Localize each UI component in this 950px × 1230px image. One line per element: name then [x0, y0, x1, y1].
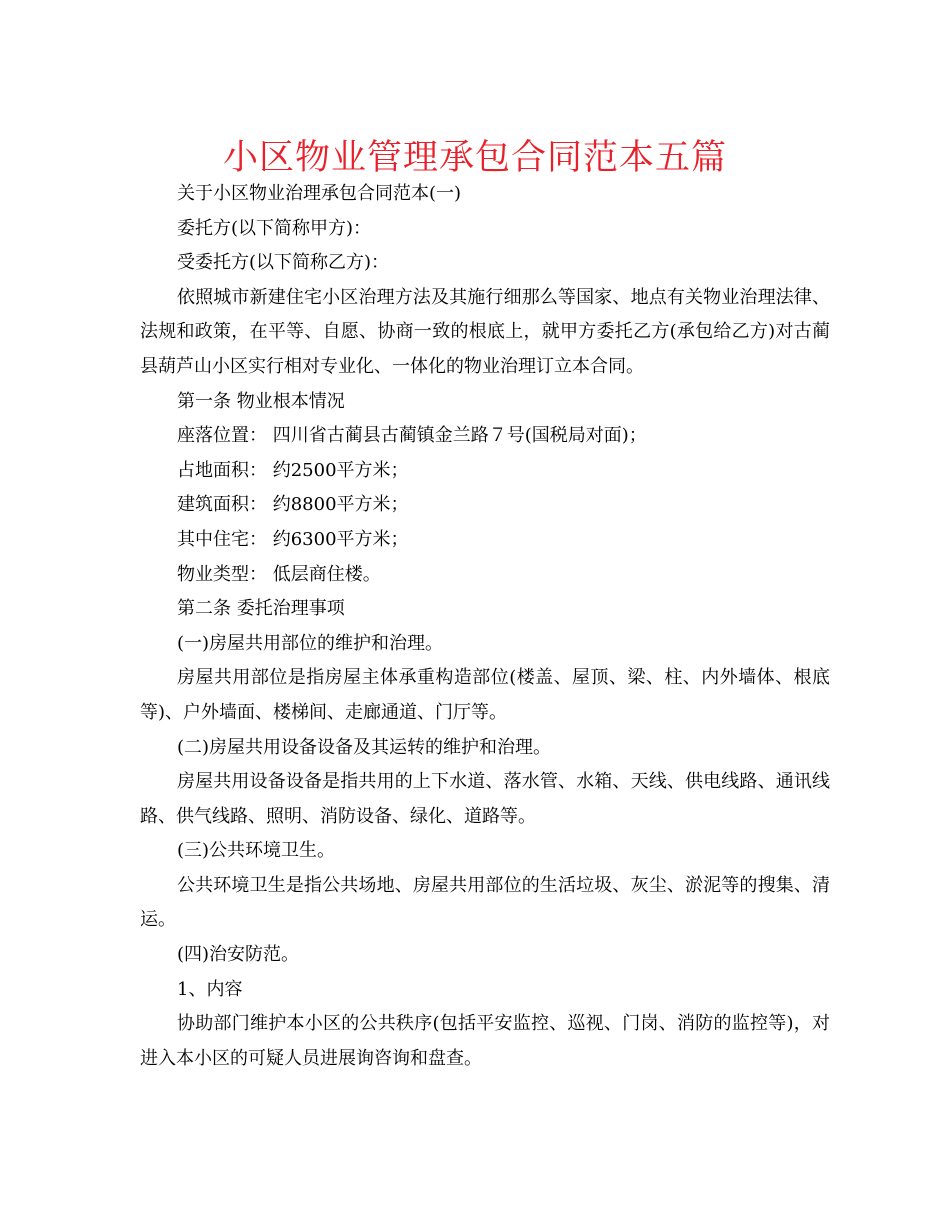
item-3-heading: (三)公共环境卫生。 [177, 840, 336, 862]
document-body [140, 177, 830, 1076]
paragraph-land-area: 占地面积： 约2500平方米； [177, 459, 409, 481]
item-4-heading: (四)治安防范。 [177, 944, 300, 966]
article-2-heading: 第二条 委托治理事项 [177, 598, 345, 620]
paragraph-location: 座落位置： 四川省古蔺县古蔺镇金兰路７号(国税局对面)； [177, 425, 647, 447]
item-2-heading: (二)房屋共用设备设备及其运转的维护和治理。 [177, 736, 552, 758]
paragraph-party-a: 委托方(以下简称甲方)： [177, 217, 372, 239]
item-3-description: 公共环境卫生是指公共场地、房屋共用部位的生活垃圾、灰尘、淤泥等的搜集、清运。 [140, 874, 830, 931]
article-1-heading: 第一条 物业根本情况 [177, 390, 345, 412]
paragraph-preamble: 依照城市新建住宅小区治理方法及其施行细那么等国家、地点有关物业治理法律、法规和政策，在平等、自愿、协商一致的根底上，就甲方委托乙方(承包给乙方)对古蔺县葫芦山小区实行相对专业化、一体化的物业治理订立本合同。 [140, 286, 830, 377]
item-2-description: 房屋共用设备设备是指共用的上下水道、落水管、水箱、天线、供电线路、通讯线路、供气线路、照明、消防设备、绿化、道路等。 [140, 771, 830, 827]
item-1-description: 房屋共用部位是指房屋主体承重构造部位(楼盖、屋顶、梁、柱、内外墙体、根底等)、户外墙面、楼梯间、走廊通道、门厅等。 [140, 667, 830, 723]
item-4-subheading-content: 1、内容 [177, 978, 243, 1000]
paragraph-contract-heading: 关于小区物业治理承包合同范本(一) [177, 183, 462, 204]
paragraph-building-area: 建筑面积： 约8800平方米； [177, 494, 409, 516]
document-title: 小区物业管理承包合同范本五篇 [222, 138, 727, 178]
paragraph-property-type: 物业类型： 低层商住楼。 [177, 563, 381, 585]
paragraph-party-b: 受委托方(以下简称乙方)： [177, 252, 390, 274]
paragraph-residential-area: 其中住宅： 约6300平方米； [177, 528, 409, 550]
item-1-heading: (一)房屋共用部位的维护和治理。 [177, 632, 444, 654]
item-4-description: 协助部门维护本小区的公共秩序(包括平安监控、巡视、门岗、消防的监控等)，对进入本小区的可疑人员进展询咨询和盘查。 [140, 1013, 830, 1069]
